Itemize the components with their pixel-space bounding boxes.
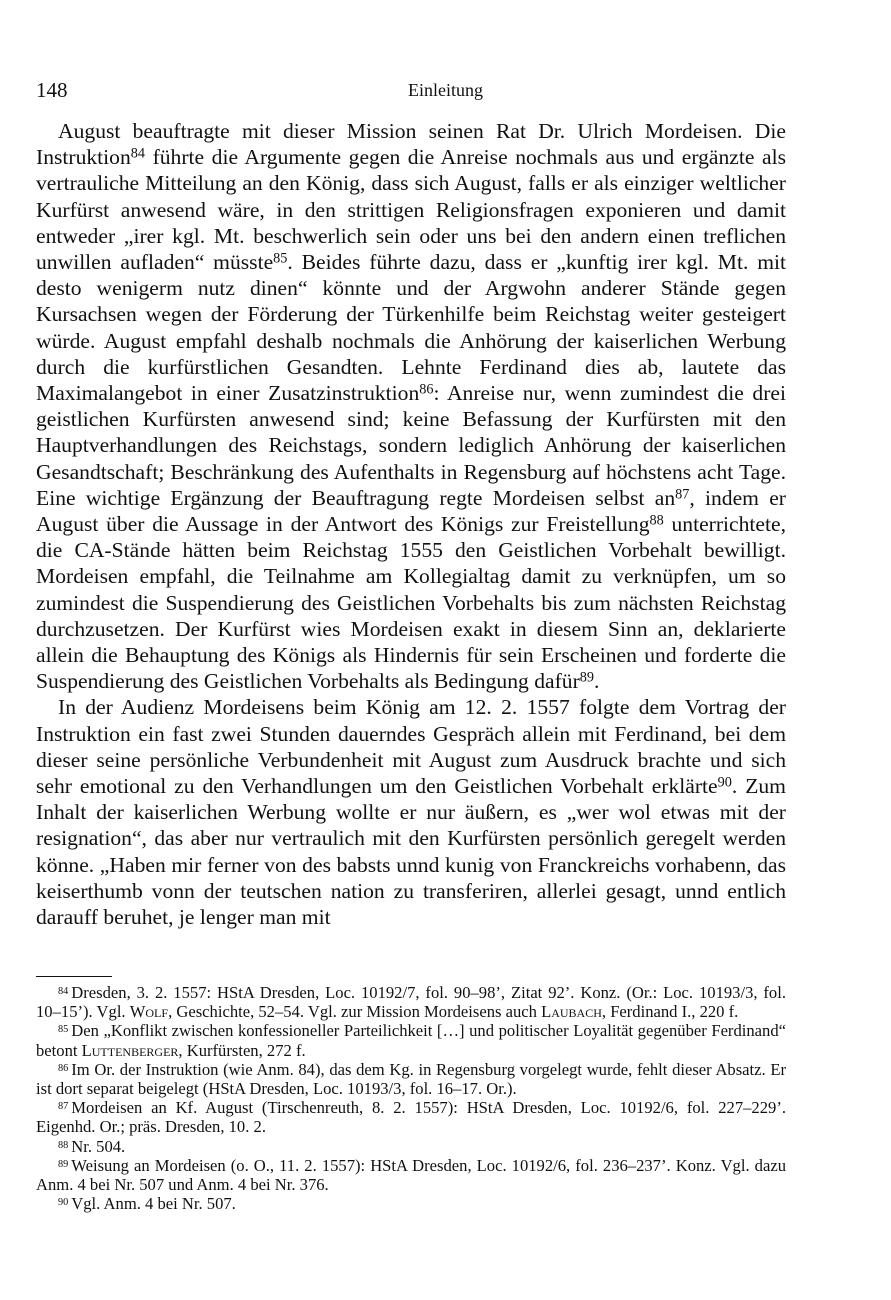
- footnote-text: Den „Konflikt zwischen konfessioneller Parteilichkeit […] und politischer Loyalität gegenüber Ferdinand“ betont: [36, 1021, 786, 1060]
- footnote-text: Mordeisen an Kf. August (Tirschenreuth, 8. 2. 1557): HStA Dresden, Loc. 10192/6, fol. 227–229’. Eigenhd. Or.; präs. Dresden, 10. 2.: [36, 1098, 786, 1137]
- footnote-ref-86: 86: [419, 381, 434, 398]
- footnote-ref-85: 85: [273, 250, 288, 267]
- footnote-ref-84: 84: [130, 145, 146, 162]
- footnote-text: , Kurfürsten, 272 f.: [178, 1040, 306, 1060]
- paragraph-2: [36, 694, 786, 930]
- main-text: [36, 118, 786, 930]
- footnote-number: 84: [58, 985, 69, 997]
- text-run: , indem er August über die Aussage in der Antwort des Königs zur Freistellung: [36, 485, 786, 537]
- author-name: Wolf: [129, 1002, 169, 1022]
- footnote-87: [36, 1098, 786, 1136]
- text-run: . Zum Inhalt der kaiserlichen Werbung wollte er nur äußern, es „wer wol etwas mit der resignation“, das aber nur vertraulich mit den Kurfürsten persönlich geregelt werden könne. „Haben mir ferner von des babsts unnd kunig von Franckreichs vorhabenn, das keiserthumb vonn der teutschen nation zu transferiren, allerlei gesagt, unnd entlich darauff beruhet, je lenger man mit: [36, 774, 786, 930]
- footnote-ref-87: 87: [675, 486, 690, 503]
- text-run: führte die Argumente gegen die Anreise nochmals aus und ergänzte als vertrauliche Mitteilung an den König, dass sich August, falls er als einziger weltlicher Kurfürst anwesend wäre, in den strittigen Religionsfragen exponieren und damit entweder „irer kgl. Mt. beschwerlich sein oder uns bei den andern einen treflichen unwillen aufladen“ müsste: [36, 145, 786, 275]
- running-title: Einleitung: [408, 80, 483, 100]
- footnote-85: [36, 1021, 786, 1059]
- footnote-text: , Ferdinand I., 220 f.: [601, 1002, 739, 1022]
- paragraph-1: [36, 118, 786, 694]
- page-number: 148: [36, 78, 68, 102]
- footnote-text: Weisung an Mordeisen (o. O., 11. 2. 1557): HStA Dresden, Loc. 10192/6, fol. 236–237’. Konz. Vgl. dazu Anm. 4 bei Nr. 507 und Anm. 4 bei Nr. 376.: [36, 1155, 786, 1195]
- footnote-ref-90: 90: [717, 774, 732, 791]
- text-run: .: [594, 669, 600, 694]
- text-run: In der Audienz Mordeisens beim König am 12. 2. 1557 folgte dem Vortrag der Instruktion ein fast zwei Stunden dauerndes Gespräch allein mit Ferdinand, bei dem dieser seine persönliche Verbundenheit mit August zum Ausdruck brachte und sich sehr emotional zu den Verhandlungen um den Geistlichen Vorbehalt erklärte: [36, 695, 786, 799]
- footnote-number: 89: [58, 1158, 69, 1170]
- footnote-86: [36, 1060, 786, 1098]
- footnote-text: Dresden, 3. 2. 1557: HStA Dresden, Loc. 10192/7, fol. 90–98’, Zitat 92’. Konz. (Or.: Loc. 10193/3, fol. 10–15’). Vgl.: [36, 983, 786, 1022]
- footnote-84: [36, 983, 786, 1021]
- text-run: : Anreise nur, wenn zumindest die drei geistlichen Kurfürsten anwesend sind; keine Befassung der Kurfürsten mit den Hauptverhandlungen des Reichstags, sondern lediglich Anhörung der kaiserlichen Gesandtschaft; Beschränkung des Aufenthalts in Regensburg auf höchstens acht Tage. Eine wichtige Ergänzung der Beauftragung regte Mordeisen selbst an: [36, 381, 786, 510]
- footnote-number: 85: [58, 1024, 69, 1036]
- footnote-number: 88: [58, 1139, 69, 1151]
- footnote-89: [36, 1156, 786, 1194]
- footnote-number: 87: [58, 1101, 69, 1113]
- footnote-text: , Geschichte, 52–54. Vgl. zur Mission Mordeisens auch: [168, 1002, 542, 1022]
- text-run: . Beides führte dazu, dass er „kunftig irer kgl. Mt. mit desto wenigerm nutz dinen“ könnte und der Argwohn anderer Stände gegen Kursachsen wegen der Förderung der Türkenhilfe beim Reichstag weiter gesteigert würde. August empfahl deshalb nochmals die Anhörung der kaiserlichen Werbung durch die kurfürstlichen Gesandten. Lehnte Ferdinand dies ab, lautete das Maximalangebot in einer Zusatzinstruktion: [36, 250, 786, 406]
- footnote-88: [36, 1137, 786, 1156]
- footnote-number: 90: [58, 1197, 69, 1209]
- footnote-ref-89: 89: [579, 669, 595, 686]
- text-run: unterrichtete, die CA-Stände hätten beim Reichstag 1555 den Geistlichen Vorbehalt bewilligt. Mordeisen empfahl, die Teilnahme am Kollegialtag damit zu verknüpfen, um so zumindest die Suspendierung des Geistlichen Vorbehalts bis zum nächsten Reichstag durchzusetzen. Der Kurfürst wies Mordeisen exakt in diesem Sinn an, deklarierte allein die Behauptung des Königs als Hindernis für sein Erscheinen und forderte die Suspendierung des Geistlichen Vorbehalts als Bedingung dafür: [36, 512, 786, 694]
- author-name: Luttenberger: [81, 1040, 179, 1060]
- footnotes: [36, 983, 786, 1213]
- footnote-ref-88: 88: [649, 512, 664, 529]
- footnote-separator: [36, 976, 112, 977]
- footnote-text: Im Or. der Instruktion (wie Anm. 84), das dem Kg. in Regensburg vorgelegt wurde, fehlt dieser Absatz. Er ist dort separat beigelegt (HStA Dresden, Loc. 10193/3, fol. 16–17. Or.).: [36, 1059, 786, 1099]
- footnote-text: Vgl. Anm. 4 bei Nr. 507.: [71, 1194, 236, 1214]
- text-run: August beauftragte mit dieser Mission seinen Rat Dr. Ulrich Mordeisen. Die Instruktion: [36, 119, 786, 170]
- footnote-number: 86: [58, 1062, 69, 1074]
- footnote-90: [36, 1194, 786, 1213]
- author-name: Laubach: [541, 1002, 602, 1022]
- footnote-text: Nr. 504.: [71, 1136, 126, 1156]
